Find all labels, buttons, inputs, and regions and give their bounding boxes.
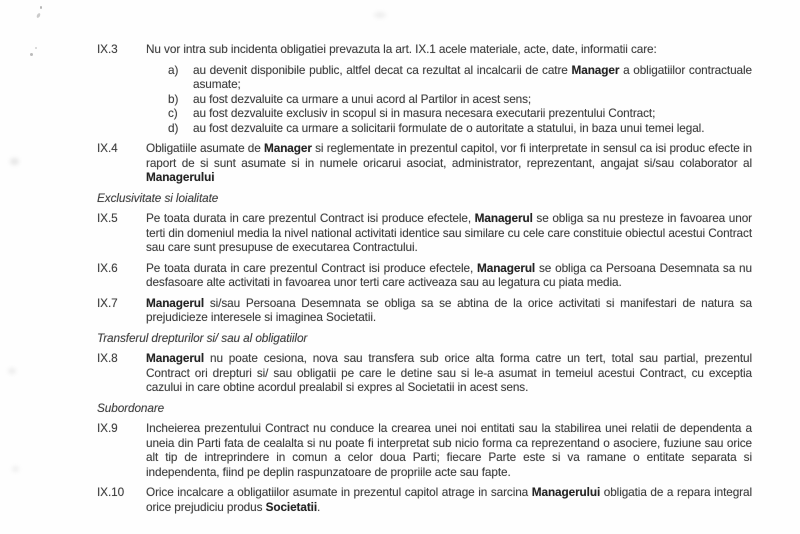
text-run: Obligatiile asumate de [146, 141, 265, 155]
list-item-marker: c) [168, 106, 178, 120]
clause-body [146, 421, 752, 479]
section-heading: Subordonare [97, 400, 165, 415]
text-run: si/sau Persoana Desemnata se obliga sa se abtina de la orice activitati si manifestari de natura sa prejudicieze interesele si imaginea Societatii. [146, 295, 752, 324]
text-run: si reglementate in prezentul capitol, vor fi interpretate in sensul ca isi produc efecte in raport de si sunt asumate si in numele oricarui asociat, administrator, reprezentant, angajat si/sau colaborator al [146, 141, 753, 170]
clause-IX.5 [97, 211, 752, 255]
clause-body [146, 351, 752, 395]
text-run: se obliga ca Persoana Desemnata sa nu desfasoare alte activitati in favoarea unor terti care activeaza sau au legatura cu piata media. [146, 260, 752, 289]
list-item [168, 121, 752, 136]
clause-text [146, 421, 752, 479]
text-run: Pe toata durata in care prezentul Contract isi produce efectele, [146, 211, 475, 225]
clause-body [146, 296, 752, 325]
clause-IX.9 [97, 421, 752, 479]
list-item-marker: d) [168, 120, 179, 135]
text-run: Nu vor intra sub incidenta obligatiei prevazuta la art. IX.1 acele materiale, acte, date, informatii care: [146, 42, 657, 56]
bold-term: Manager [571, 62, 620, 77]
list-item-marker: a) [168, 62, 179, 77]
scan-artifact [36, 13, 41, 19]
clause-number: IX.8 [97, 351, 118, 365]
clause-body [146, 485, 752, 514]
clause-text [146, 211, 752, 255]
clause-number: IX.3 [97, 42, 118, 56]
scan-smudge [12, 466, 19, 472]
text-run: Orice incalcare a obligatiilor asumate in prezentul capitol atrage in sarcina [146, 485, 532, 499]
bold-term: Managerul [477, 260, 536, 275]
list-item-text [193, 121, 752, 136]
text-run: se obliga sa nu presteze in favoarea unor terti din domeniul media la nivel national activitati identice sau similare cu cele care constituie obiectul acestui Contract sau care sunt presupuse de executarea Contractului. [146, 211, 752, 254]
clause-IX.3 [97, 42, 752, 135]
list-item [168, 92, 752, 107]
list-item-text [193, 63, 752, 92]
document-content [97, 42, 752, 520]
text-run: Pe toata durata in care prezentul Contract isi produce efectele, [146, 260, 478, 275]
bold-term: Managerului [531, 485, 601, 499]
list-item-text [193, 92, 752, 107]
list-item-marker: b) [168, 91, 179, 106]
clause-text [146, 296, 752, 325]
list-item-text [193, 106, 752, 121]
text-run: Incheierea prezentului Contract nu conduce la crearea unei noi entitati sau la stabilirea unei relatii de dependenta a uneia din Parti fata de cealalta si nu poate fi interpretat sub nicio forma ca reprezentand o asociere, fuziune sau orice alt tip de intreprindere in comun a celor doua Parti; fiecare Parte este si va ramane o entitate separata si independenta, fiind pe deplin raspunzatoare de propriile acte sau fapte. [146, 421, 752, 479]
clause-IX.10 [97, 485, 752, 514]
text-run: au fost dezvaluite ca urmare a unui acord al Partilor in acest sens; [193, 91, 532, 106]
clause-IX.4 [97, 141, 752, 185]
text-run: au fost dezvaluite exclusiv in scopul si in masura necesara executarii prezentului Contract; [193, 106, 656, 120]
clause-body [146, 261, 752, 290]
scan-smudge [10, 158, 19, 165]
clause-IX.7 [97, 296, 752, 325]
clause-body [146, 141, 752, 185]
bold-term: Manager [264, 141, 312, 155]
bold-term: Societatii [265, 499, 318, 514]
clause-number: IX.7 [97, 295, 118, 310]
clause-text [146, 261, 752, 290]
bold-term: Managerul [146, 295, 205, 310]
text-run: a obligatiilor contractuale asumate; [193, 62, 752, 91]
text-run: obligatia de a repara integral orice prejudiciu produs [146, 485, 752, 514]
bold-term: Managerul [146, 351, 205, 365]
text-run: au fost dezvaluite ca urmare a solicitarii formulate de o autoritate a statului, in baza unui temei legal. [193, 120, 705, 135]
scan-smudge [374, 12, 386, 18]
text-run: nu poate cesiona, nova sau transfera sub orice alta forma catre un tert, total sau partial, prezentul Contract ori drepturi si/ sau obligatii pe care le detine sau si le-a asumat in temeiul acestui Contract, cu exceptia cazului in care obtine acordul prealabil si expres al Societatii in acest sens. [146, 351, 752, 394]
list-item [168, 106, 752, 121]
bold-term: Managerului [146, 170, 215, 184]
clause-text [146, 141, 752, 185]
clause-number: IX.10 [97, 485, 125, 499]
bold-term: Managerul [474, 211, 533, 225]
clause-number: IX.4 [97, 141, 118, 155]
clause-IX.6 [97, 261, 752, 290]
scan-artifact [30, 53, 33, 56]
clause-sublist [146, 63, 752, 136]
clause-IX.8 [97, 351, 752, 395]
scan-artifact [40, 6, 42, 9]
scan-smudge [8, 368, 16, 374]
list-item [168, 63, 752, 92]
section-heading: Exclusivitate si loialitate [97, 190, 219, 205]
clause-text [146, 485, 752, 514]
clause-body [146, 42, 752, 135]
scan-artifact [35, 47, 37, 49]
text-run: . [317, 499, 321, 514]
clause-text [146, 351, 752, 395]
clause-body [146, 211, 752, 255]
clause-number: IX.5 [97, 211, 118, 225]
clause-number: IX.9 [97, 421, 118, 435]
section-heading: Transferul drepturilor si/ sau al obligatiilor [97, 330, 308, 345]
clause-text [146, 42, 752, 57]
clause-number: IX.6 [97, 260, 118, 275]
text-run: au devenit disponibile public, altfel decat ca rezultat al incalcarii de catre [193, 62, 572, 77]
